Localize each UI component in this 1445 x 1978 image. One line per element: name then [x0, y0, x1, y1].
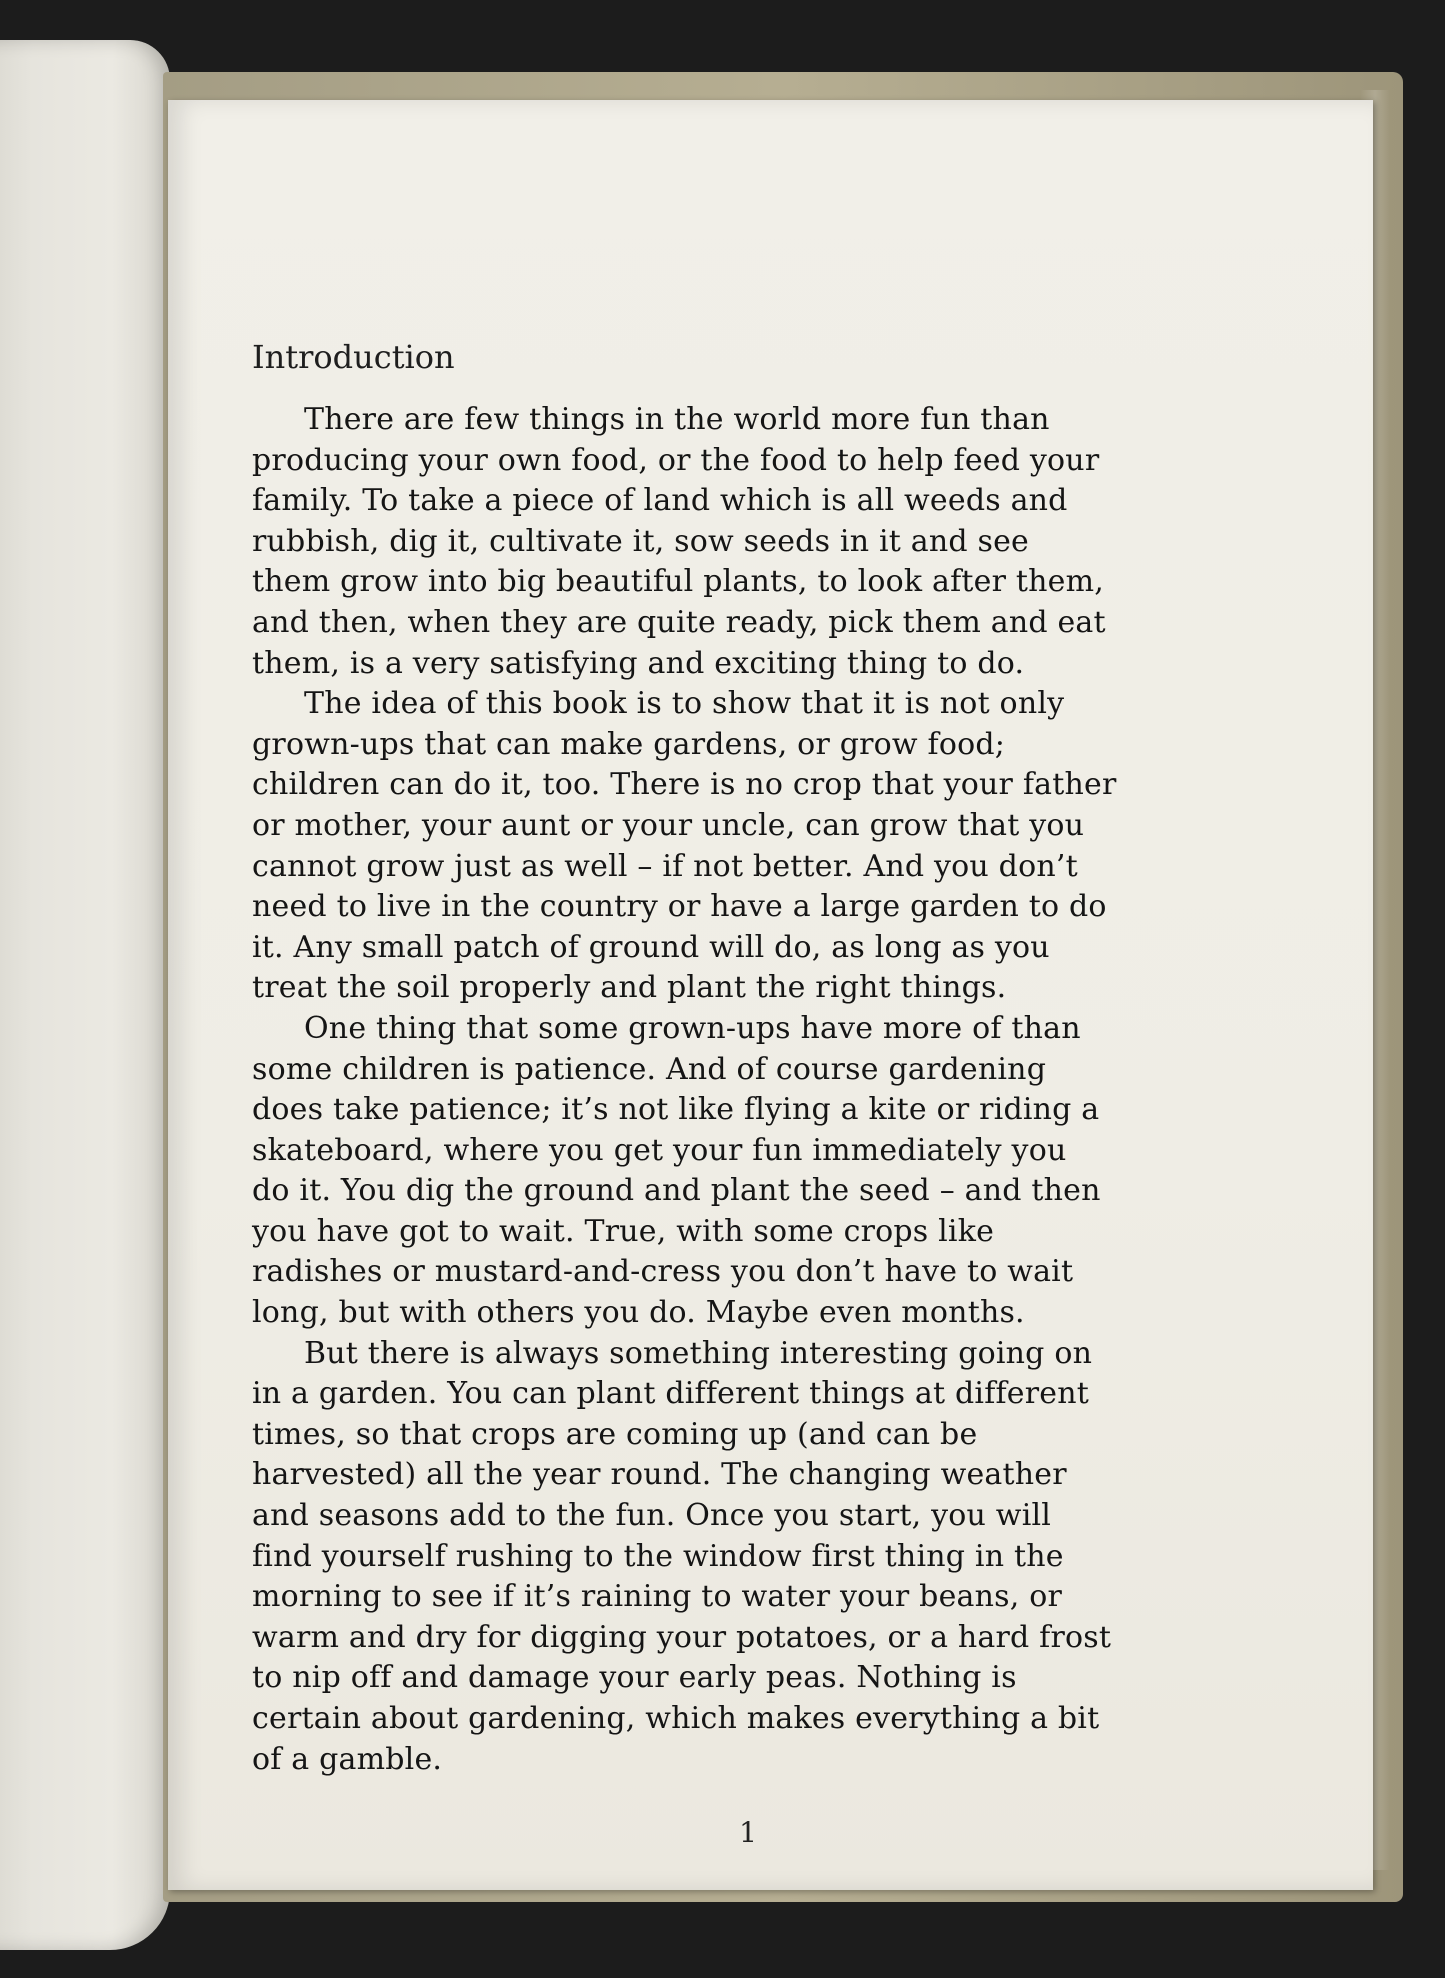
text-line: certain about gardening, which makes everything a bit	[252, 1701, 1100, 1736]
text-line: does take patience; it’s not like flying a kite or riding a	[252, 1092, 1100, 1128]
section-heading: Introduction	[252, 338, 455, 376]
text-line: One thing that some grown-ups have more of than	[304, 1010, 1081, 1046]
text-line: them, is a very satisfying and exciting thing to do.	[252, 645, 1025, 681]
text-line: to nip off and damage your early peas. Nothing is	[252, 1660, 1017, 1696]
text-line: or mother, your aunt or your uncle, can grow that you	[252, 807, 1085, 843]
body-text	[252, 400, 1252, 1780]
facing-page	[0, 40, 170, 1950]
text-line: rubbish, dig it, cultivate it, sow seeds in it and see	[252, 523, 1029, 559]
text-line: them grow into big beautiful plants, to look after them,	[252, 564, 1105, 600]
page-number: 1	[739, 1816, 757, 1849]
text-line: need to live in the country or have a large garden to do	[252, 889, 1107, 925]
book-page	[168, 100, 1373, 1890]
text-line: There are few things in the world more fun than	[304, 402, 1050, 437]
text-line: family. To take a piece of land which is all weeds and	[252, 483, 1068, 519]
text-line: The idea of this book is to show that it is not only	[304, 686, 1065, 722]
text-line: morning to see if it’s raining to water your beans, or	[252, 1579, 1063, 1615]
text-line: radishes or mustard-and-cress you don’t have to wait	[252, 1254, 1074, 1290]
text-line: warm and dry for digging your potatoes, or a hard frost	[252, 1619, 1112, 1655]
text-line: and seasons add to the fun. Once you start, you will	[252, 1498, 1052, 1534]
text-line: But there is always something interesting going on	[304, 1335, 1093, 1371]
text-line: do it. You dig the ground and plant the seed – and then	[252, 1173, 1101, 1209]
text-line: of a gamble.	[252, 1741, 443, 1777]
text-line: producing your own food, or the food to help feed your	[252, 442, 1100, 478]
text-line: long, but with others you do. Maybe even months.	[252, 1295, 1025, 1331]
text-line: and then, when they are quite ready, pick them and eat	[252, 604, 1106, 640]
text-line: skateboard, where you get your fun immediately you	[252, 1132, 1067, 1168]
text-line: children can do it, too. There is no crop that your father	[252, 767, 1117, 803]
text-line: you have got to wait. True, with some crops like	[252, 1213, 995, 1249]
text-line: times, so that crops are coming up (and can be	[252, 1416, 978, 1452]
text-line: some children is patience. And of course gardening	[252, 1051, 1047, 1087]
text-line: harvested) all the year round. The changing weather	[252, 1457, 1067, 1493]
text-line: grown-ups that can make gardens, or grow food;	[252, 726, 1006, 762]
text-line: find yourself rushing to the window first thing in the	[252, 1538, 1064, 1574]
text-line: cannot grow just as well – if not better. And you don’t	[252, 848, 1078, 884]
text-line: treat the soil properly and plant the right things.	[252, 970, 1007, 1006]
text-line: it. Any small patch of ground will do, as long as you	[252, 929, 1050, 965]
text-line: in a garden. You can plant different things at different	[252, 1376, 1090, 1412]
